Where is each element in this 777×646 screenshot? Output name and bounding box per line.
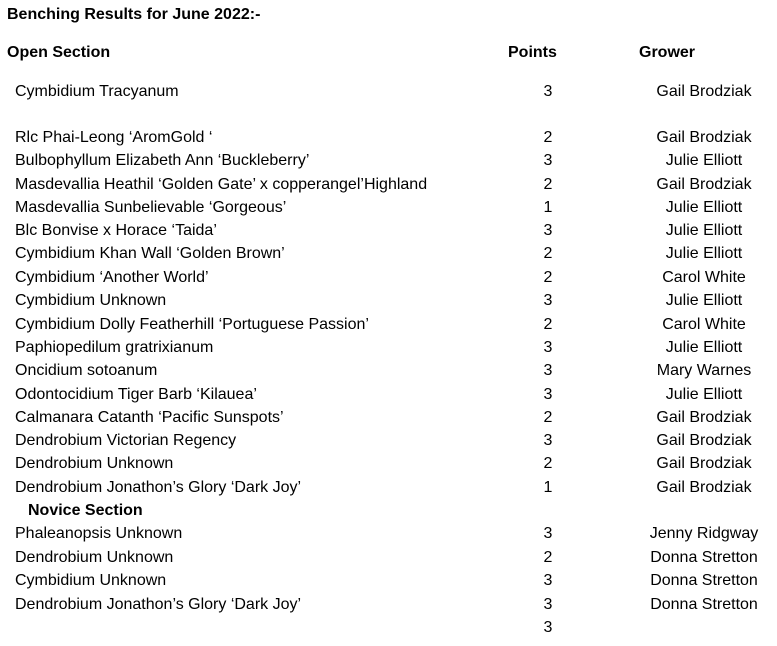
- grower-column-header: Grower: [639, 44, 696, 61]
- table-row: [0, 290, 777, 312]
- points-value: 2: [543, 455, 553, 472]
- plant-name: Cymbidium ‘Another World’: [15, 269, 209, 286]
- points-value: 3: [543, 386, 553, 403]
- plant-name: Calmanara Catanth ‘Pacific Sunspots’: [15, 409, 284, 426]
- points-value: 3: [543, 222, 553, 239]
- grower-name: Gail Brodziak: [656, 129, 752, 146]
- points-value: 2: [543, 269, 553, 286]
- grower-name: Julie Elliott: [665, 292, 743, 309]
- grower-name: Julie Elliott: [665, 222, 743, 239]
- table-row: [0, 267, 777, 289]
- grower-name: Julie Elliott: [665, 245, 743, 262]
- grower-name: Gail Brodziak: [656, 455, 752, 472]
- table-row: [0, 220, 777, 242]
- plant-name: Blc Bonvise x Horace ‘Taida’: [15, 222, 217, 239]
- points-value: 3: [543, 339, 553, 356]
- plant-name: Odontocidium Tiger Barb ‘Kilauea’: [15, 386, 257, 403]
- table-row: [0, 407, 777, 429]
- plant-name: Masdevallia Sunbelievable ‘Gorgeous’: [15, 199, 287, 216]
- grower-name: Donna Stretton: [650, 572, 758, 589]
- plant-name: Cymbidium Khan Wall ‘Golden Brown’: [15, 245, 285, 262]
- grower-name: Carol White: [662, 269, 746, 286]
- points-value: 1: [543, 199, 553, 216]
- points-column-header: Points: [508, 44, 557, 61]
- plant-name: Bulbophyllum Elizabeth Ann ‘Buckleberry’: [15, 152, 310, 169]
- grower-name: Gail Brodziak: [656, 479, 752, 496]
- points-value: 2: [543, 549, 553, 566]
- plant-name: Rlc Phai-Leong ‘AromGold ‘: [15, 129, 213, 146]
- points-value: 2: [543, 245, 553, 262]
- plant-name: Cymbidium Unknown: [15, 292, 167, 309]
- points-value: 2: [543, 176, 553, 193]
- table-row: [0, 477, 777, 499]
- grower-name: Donna Stretton: [650, 549, 758, 566]
- points-value: 3: [543, 572, 553, 589]
- plant-name: Dendrobium Victorian Regency: [15, 432, 237, 449]
- grower-name: Julie Elliott: [665, 152, 743, 169]
- table-row: [0, 523, 777, 545]
- table-row: [0, 430, 777, 452]
- points-value: 3: [543, 362, 553, 379]
- plant-name: Dendrobium Jonathon’s Glory ‘Dark Joy’: [15, 596, 302, 613]
- grower-name: Gail Brodziak: [656, 176, 752, 193]
- table-row: [0, 594, 777, 616]
- points-value: 2: [543, 316, 553, 333]
- plant-name: Phaleanopsis Unknown: [15, 525, 183, 542]
- table-row: [0, 150, 777, 172]
- points-value: 3: [543, 525, 553, 542]
- plant-name: Cymbidium Unknown: [15, 572, 167, 589]
- table-row: [0, 314, 777, 336]
- grower-name: Gail Brodziak: [656, 432, 752, 449]
- grower-name: Gail Brodziak: [656, 409, 752, 426]
- points-value: 3: [543, 83, 553, 100]
- plant-name: Oncidium sotoanum: [15, 362, 158, 379]
- plant-name: Dendrobium Unknown: [15, 455, 174, 472]
- table-row: [0, 81, 777, 103]
- points-value: 1: [543, 479, 553, 496]
- table-row: [0, 384, 777, 406]
- grower-name: Julie Elliott: [665, 199, 743, 216]
- points-value: 3: [543, 292, 553, 309]
- grower-name: Jenny Ridgway: [649, 525, 759, 542]
- novice-section-header: Novice Section: [28, 502, 143, 519]
- grower-name: Julie Elliott: [665, 339, 743, 356]
- points-value: 2: [543, 409, 553, 426]
- table-row: [0, 570, 777, 592]
- grower-name: Carol White: [662, 316, 746, 333]
- grower-name: Donna Stretton: [650, 596, 758, 613]
- points-value: 3: [543, 152, 553, 169]
- plant-name: Cymbidium Tracyanum: [15, 83, 179, 100]
- table-row: [0, 243, 777, 265]
- table-row: [0, 127, 777, 149]
- table-row: [0, 197, 777, 219]
- plant-name: Dendrobium Unknown: [15, 549, 174, 566]
- plant-name: Paphiopedilum gratrixianum: [15, 339, 214, 356]
- page-title: Benching Results for June 2022:-: [7, 6, 261, 23]
- plant-name: Masdevallia Heathil ‘Golden Gate’ x copperangel’Highland: [15, 176, 428, 193]
- grower-name: Julie Elliott: [665, 386, 743, 403]
- trailing-points-value: 3: [543, 619, 553, 636]
- table-row: [0, 174, 777, 196]
- plant-name: Cymbidium Dolly Featherhill ‘Portuguese Passion’: [15, 316, 369, 333]
- table-row: [0, 337, 777, 359]
- grower-name: Gail Brodziak: [656, 83, 752, 100]
- points-value: 3: [543, 596, 553, 613]
- table-row: [0, 453, 777, 475]
- table-row: [0, 547, 777, 569]
- grower-name: Mary Warnes: [656, 362, 752, 379]
- plant-name: Dendrobium Jonathon’s Glory ‘Dark Joy’: [15, 479, 302, 496]
- points-value: 3: [543, 432, 553, 449]
- points-value: 2: [543, 129, 553, 146]
- open-section-header: Open Section: [7, 44, 111, 61]
- table-row: [0, 360, 777, 382]
